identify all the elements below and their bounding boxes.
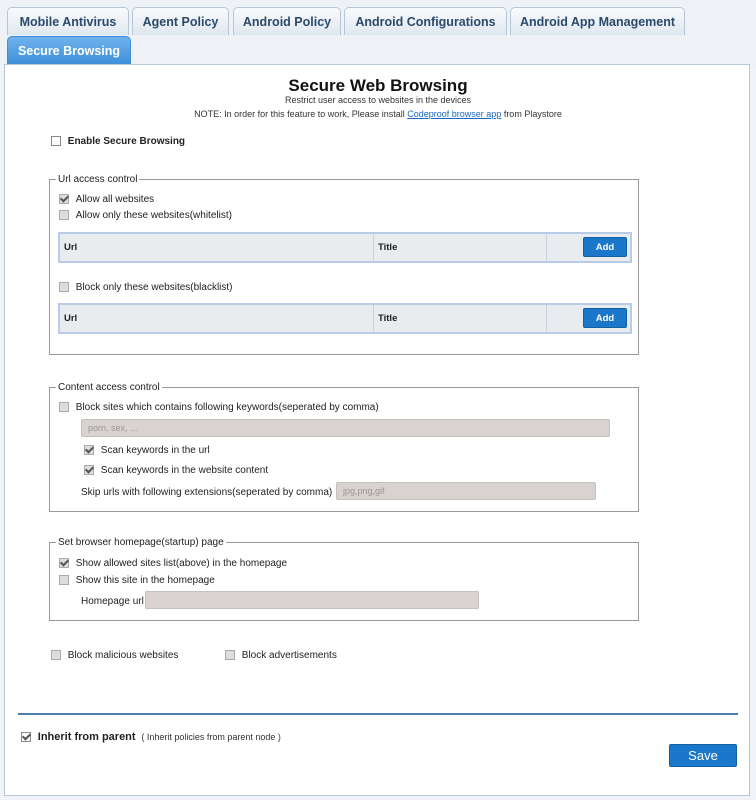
block-malicious-row <box>51 650 178 661</box>
tab-android-configurations[interactable]: Android Configurations <box>344 7 507 35</box>
content-access-control-legend: Content access control <box>58 382 160 393</box>
show-site-label: Show this site in the homepage <box>75 575 215 586</box>
show-site-row <box>59 575 215 586</box>
block-keywords-label: Block sites which contains following keywords(seperated by comma) <box>75 402 379 413</box>
whitelist-label: Allow only these websites(whitelist) <box>75 210 232 221</box>
blacklist-checkbox[interactable] <box>59 282 69 292</box>
blacklist-table <box>58 303 632 334</box>
block-keywords-row <box>59 402 379 413</box>
enable-secure-browsing-row <box>51 136 185 147</box>
homepage-url-label: Homepage url <box>81 596 144 607</box>
enable-secure-browsing-checkbox[interactable] <box>51 136 61 146</box>
save-button[interactable]: Save <box>669 744 737 767</box>
keywords-input[interactable]: porn, sex, ... <box>81 419 610 437</box>
block-malicious-checkbox[interactable] <box>51 650 61 660</box>
tab-android-app-management[interactable]: Android App Management <box>510 7 685 35</box>
show-site-checkbox[interactable] <box>59 575 69 585</box>
codeproof-browser-link[interactable]: Codeproof browser app <box>407 109 502 119</box>
url-access-control-legend: Url access control <box>58 174 138 185</box>
scan-url-checkbox[interactable] <box>84 445 94 455</box>
allow-all-row <box>59 194 154 205</box>
homepage-url-input[interactable] <box>145 591 479 609</box>
tab-secure-browsing[interactable]: Secure Browsing <box>7 36 131 65</box>
inherit-hint: ( Inherit policies from parent node ) <box>141 732 281 742</box>
scan-content-row <box>84 465 268 476</box>
whitelist-row <box>59 210 232 221</box>
homepage-legend: Set browser homepage(startup) page <box>58 537 224 548</box>
whitelist-col-url: Url <box>60 234 374 261</box>
enable-secure-browsing-label: Enable Secure Browsing <box>67 136 186 147</box>
tab-bar <box>0 0 756 66</box>
tab-android-policy[interactable]: Android Policy <box>233 7 341 35</box>
tab-agent-policy[interactable]: Agent Policy <box>132 7 229 35</box>
show-allowed-checkbox[interactable] <box>59 558 69 568</box>
install-note-suffix: from Playstore <box>501 109 562 119</box>
inherit-label: Inherit from parent <box>37 731 136 743</box>
footer-divider <box>18 713 738 715</box>
blacklist-col-url: Url <box>60 305 374 332</box>
show-allowed-row <box>59 558 287 569</box>
inherit-row <box>21 731 281 743</box>
blacklist-row <box>59 282 233 293</box>
show-allowed-label: Show allowed sites list(above) in the homepage <box>75 558 288 569</box>
page-title: Secure Web Browsing <box>288 76 468 95</box>
block-keywords-checkbox[interactable] <box>59 402 69 412</box>
block-ads-row <box>225 650 337 661</box>
skip-extensions-input[interactable]: jpg,png,gif <box>336 482 596 500</box>
block-ads-label: Block advertisements <box>241 650 337 661</box>
whitelist-col-title: Title <box>374 234 547 261</box>
page-subtitle: Restrict user access to websites in the devices <box>284 95 472 105</box>
scan-url-row <box>84 445 210 456</box>
scan-content-label: Scan keywords in the website content <box>100 465 269 476</box>
block-ads-checkbox[interactable] <box>225 650 235 660</box>
scan-content-checkbox[interactable] <box>84 465 94 475</box>
blacklist-add-button[interactable]: Add <box>583 308 627 328</box>
whitelist-checkbox[interactable] <box>59 210 69 220</box>
whitelist-table <box>58 232 632 263</box>
skip-extensions-label: Skip urls with following extensions(seperated by comma) <box>81 487 333 498</box>
blacklist-label: Block only these websites(blacklist) <box>75 282 233 293</box>
allow-all-label: Allow all websites <box>75 194 155 205</box>
tab-mobile-antivirus[interactable]: Mobile Antivirus <box>7 7 129 35</box>
install-note-text: NOTE: In order for this feature to work, Please install <box>194 109 408 119</box>
allow-all-checkbox[interactable] <box>59 194 69 204</box>
inherit-checkbox[interactable] <box>21 732 31 742</box>
blacklist-col-title: Title <box>374 305 547 332</box>
install-note <box>0 109 756 119</box>
whitelist-add-button[interactable]: Add <box>583 237 627 257</box>
scan-url-label: Scan keywords in the url <box>100 445 210 456</box>
block-malicious-label: Block malicious websites <box>67 650 179 661</box>
